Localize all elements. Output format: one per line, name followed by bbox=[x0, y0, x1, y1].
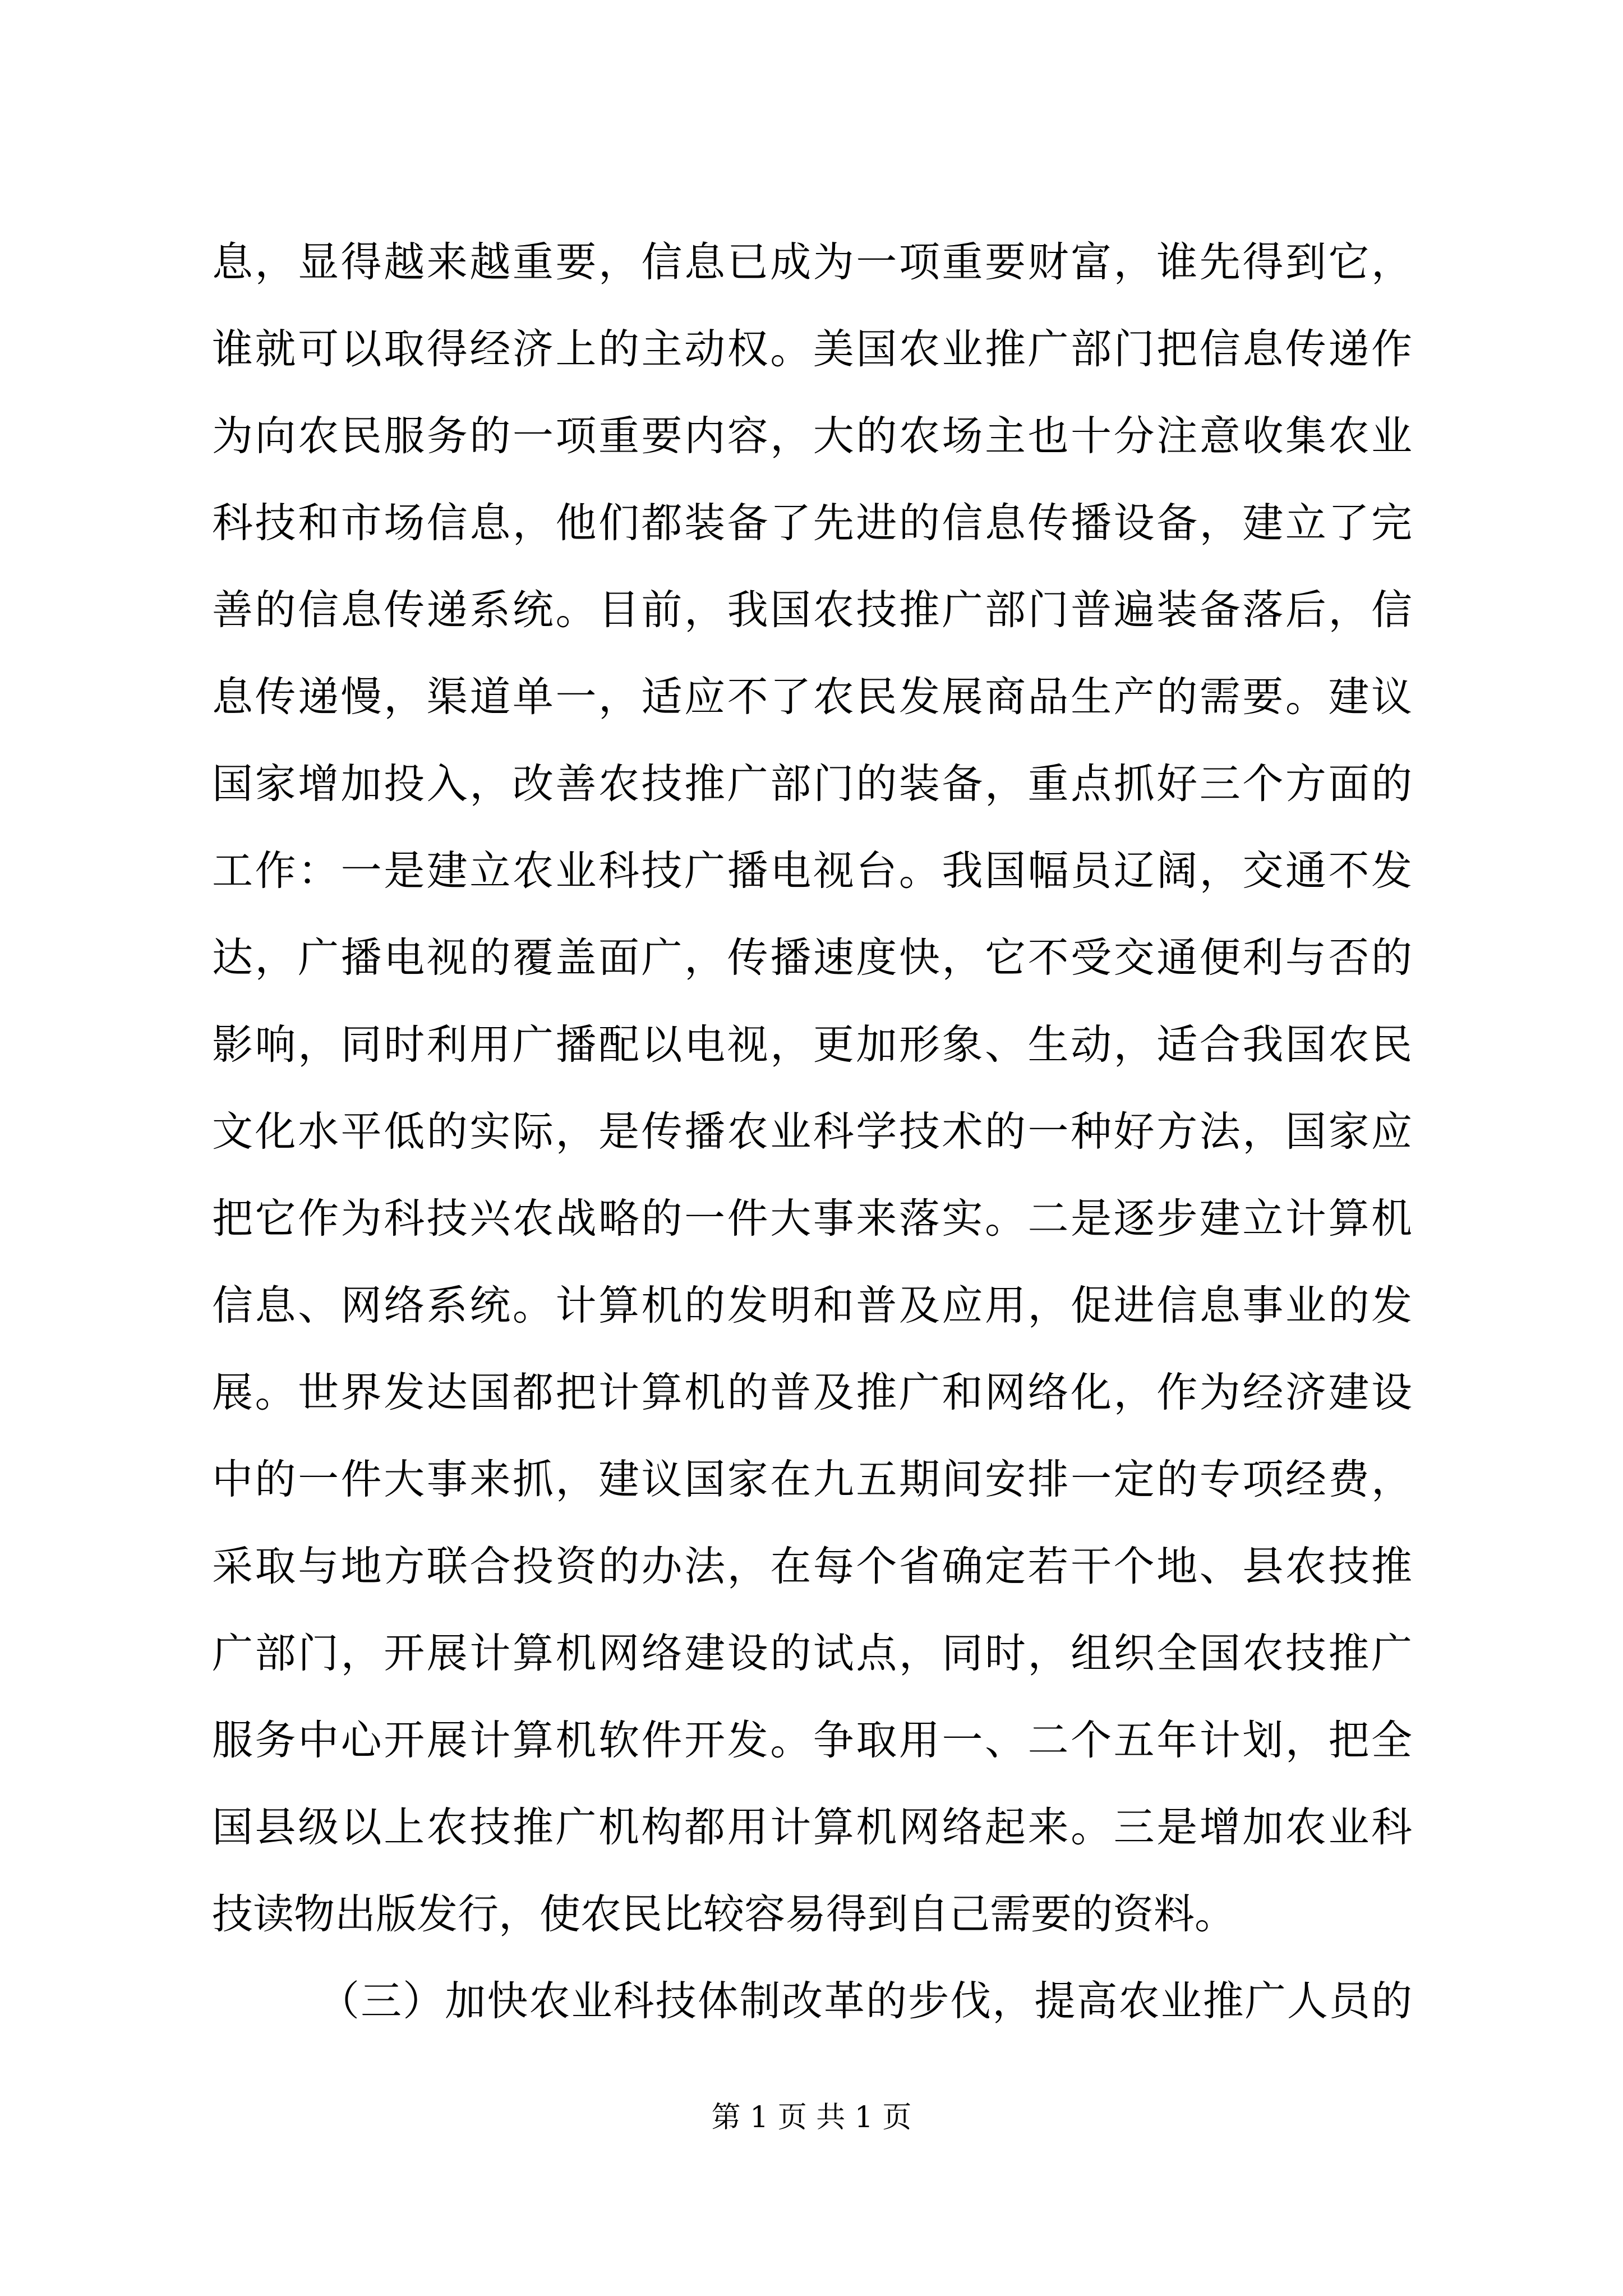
text-line: 把它作为科技兴农战略的一件大事来落实。二是逐步建立计算机 bbox=[212, 1195, 1412, 1243]
text-line: 国家增加投入，改善农技推广部门的装备，重点抓好三个方面的 bbox=[212, 760, 1412, 808]
text-line: 息，显得越来越重要，信息已成为一项重要财富，谁先得到它， bbox=[212, 238, 1412, 286]
text-line: 服务中心开展计算机软件开发。争取用一、二个五年计划，把全 bbox=[212, 1717, 1412, 1764]
text-line: 广部门，开展计算机网络建设的试点，同时，组织全国农技推广 bbox=[212, 1630, 1412, 1677]
text-line: 国县级以上农技推广机构都用计算机网络起来。三是增加农业科 bbox=[212, 1803, 1412, 1851]
text-line: 展。世界发达国都把计算机的普及推广和网络化，作为经济建设 bbox=[212, 1369, 1412, 1416]
page-footer: 第 1 页 共 1 页 bbox=[711, 2101, 912, 2134]
text-line: 科技和市场信息，他们都装备了先进的信息传播设备，建立了完 bbox=[212, 499, 1412, 547]
text-line: 影响，同时利用广播配以电视，更加形象、生动，适合我国农民 bbox=[212, 1021, 1412, 1069]
text-line: 信息、网络系统。计算机的发明和普及应用，促进信息事业的发 bbox=[212, 1282, 1412, 1329]
text-line: 达，广播电视的覆盖面广，传播速度快，它不受交通便利与否的 bbox=[212, 934, 1412, 982]
text-line: 技读物出版发行，使农民比较容易得到自己需要的资料。 bbox=[212, 1890, 1235, 1938]
body-text bbox=[212, 219, 1412, 2045]
text-line: 中的一件大事来抓，建议国家在九五期间安排一定的专项经费， bbox=[212, 1456, 1412, 1503]
text-line: 息传递慢，渠道单一，适应不了农民发展商品生产的需要。建议 bbox=[212, 673, 1412, 721]
text-line: 善的信息传递系统。目前，我国农技推广部门普遍装备落后，信 bbox=[212, 586, 1412, 634]
text-line: 谁就可以取得经济上的主动权。美国农业推广部门把信息传递作 bbox=[212, 325, 1412, 373]
text-line: 采取与地方联合投资的办法，在每个省确定若干个地、县农技推 bbox=[212, 1543, 1412, 1590]
text-line: 为向农民服务的一项重要内容，大的农场主也十分注意收集农业 bbox=[212, 412, 1412, 460]
text-line: 工作：一是建立农业科技广播电视台。我国幅员辽阔，交通不发 bbox=[212, 847, 1412, 895]
text-line: 文化水平低的实际，是传播农业科学技术的一种好方法，国家应 bbox=[212, 1108, 1412, 1156]
section-heading-line: （三）加快农业科技体制改革的步伐，提高农业推广人员的 bbox=[319, 1977, 1412, 2025]
